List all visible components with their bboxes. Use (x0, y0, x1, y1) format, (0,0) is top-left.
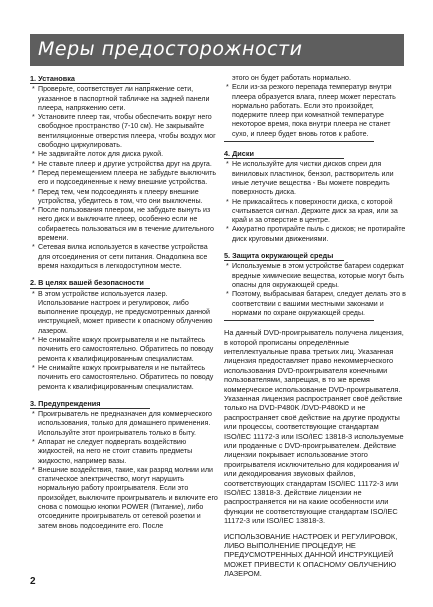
list-item (224, 225, 407, 244)
list-item-text: Проверьте, соответствует ли напряжение сети, указанное в паспортной табличке на задней панели плеера, напряжению сети. (38, 85, 210, 112)
bullet-marker: * (226, 83, 229, 92)
list-item-text: Не снимайте кожух проигрывателя и не пытайтесь починить его самостоятельно. Обратитесь по поводу ремонта к квалифицированным специалистам. (38, 363, 214, 391)
list-item (30, 336, 218, 364)
list-item (30, 206, 218, 243)
list-item-text: Перед тем, чем подсоединять к плееру внешние устройства, убедитесь в том, что они выключены. (38, 187, 203, 205)
list-item-text: Поэтому, выбрасывая батареи, следует делать это в соответствии с вашими местными законами и нормами по охране окружающей среды. (232, 290, 406, 317)
list-item-text: Сетевая вилка используется в качестве устройства для отсоединения от сети питания. Онадолжна все время находиться в легкодоступном месте. (38, 243, 208, 270)
paragraph: этого он будет работать нормально. (232, 74, 351, 82)
list-item (30, 150, 218, 159)
list-item (30, 438, 218, 466)
bullet-marker: * (32, 206, 35, 215)
bullet-marker: * (32, 336, 35, 345)
bullet-marker: * (32, 159, 35, 168)
license-paragraph: На данный DVD-проигрыватель получена лицензия, в которой прописаны определённые интеллектуальные права третьих лиц. Указанная лицензия предоставляет право некоммерческого использования DVD-проигрывателя конечными пользователями, запрещая, в то же время коммерческое использование DVD-проигрывателя. Указанная лицензия распространяет своё действие только на DVD-P480K /DVD-P480KD и не распространяет своё действие на другие продукты или процессы, соответствующие стандартам ISO/IEC 11172-3 или ISO/IEC 13818-3 используемые или проданные с DVD-проигрывателем. Действие лицензии покрывает использование этого проигрывателя исключительно для кодирования и/или декодирования звуковых файлов, соответствующих стандартам ISO/IEC 11172-3 или ISO/IEC 13818-3. Действие лицензии не распространяется ни на какие особенности или функции не соответствующие стандартам ISO/IEC 11172-3 или ISO/IEC 13818-3. (224, 328, 404, 526)
list-item (224, 83, 407, 139)
bullet-marker: * (226, 262, 229, 271)
list-item (30, 290, 218, 336)
list-item-text: Если из-за резкого перепада температур внутри плеера образуется влага, плеер может перестать нормально работать. Если это произойдет, подержите плеер при комнатной температуре некоторое время, пока внутри плеера не станет сухо, и плеер будет вновь готов к работе. (232, 83, 396, 138)
bullet-marker: * (32, 113, 35, 122)
list-item-text: Внешние воздействия, такие, как разряд молнии или статическое электричество, могут нарушить нормальную работу проигрывателя. Если это произойдет, выключите проигрыватель и включите его снова с помощью кнопки POWER (Питание), либо отсоедините проигрыватель от сетевой розетки и затем вновь подсоедините его. После (38, 465, 218, 530)
bullet-marker: * (32, 150, 35, 159)
list-item-text: Не задвигайте лоток для диска рукой. (38, 150, 164, 159)
bullet-marker: * (32, 187, 35, 196)
list-item-text: Аккуратно протирайте пыль с дисков; не протирайте диск круговыми движениями. (232, 225, 406, 243)
list-item-text: Перед перемещением плеера не забудьте выключить его и подсоединенные к нему внешние устройства. (38, 168, 217, 187)
section-environment (224, 251, 407, 321)
list-item (30, 364, 218, 392)
section-discs (224, 149, 407, 244)
list-item (224, 198, 407, 226)
list-item-text: Установите плеер так, чтобы обеспечить вокруг него свободное пространство (7-10 см). Не закрывайте вентиляционные отверстия плеера, чтобы воздух мог свободно циркулировать. (38, 113, 216, 150)
bullet-marker: * (226, 197, 229, 206)
list-item-text: Не ставьте плеер и другие устройства друг на друга. (38, 159, 212, 168)
section-title: 3. Предупреждения (30, 399, 150, 409)
page-header-bar (30, 34, 404, 66)
section-title: 5. Защита окружающей среды (224, 251, 344, 261)
bullet-marker: * (32, 437, 35, 446)
bullet-marker: * (32, 363, 35, 372)
divider (224, 141, 374, 142)
bullet-marker: * (226, 160, 229, 169)
list-item-text: Не снимайте кожух проигрывателя и не пытайтесь починить его самостоятельно. Обратитесь по поводу ремонта к квалифицированным специалистам. (38, 336, 214, 363)
list-item (224, 262, 407, 290)
list-item (30, 410, 218, 438)
list-item (224, 290, 407, 318)
right-column (224, 74, 407, 579)
list-item (30, 188, 218, 207)
list-item-text: Аппарат не следует подвергать воздействию жидкостей, на него не стоит ставить предметы жидкостю, например вазы. (38, 437, 193, 465)
list-item (30, 160, 218, 169)
section-title: 2. В целях вашей безопасности (30, 278, 150, 288)
bullet-marker: * (32, 465, 35, 474)
bullet-marker: * (32, 168, 35, 177)
left-column (30, 74, 218, 538)
bullet-marker: * (32, 289, 35, 298)
list-item-text: В этом устройстве используется лазер. Использование настроек и регулировок, либо выполнение процедур, не предусмотренных данной инструкцией, может привести к опасному облучению лазером. (38, 289, 213, 335)
list-item (224, 160, 407, 197)
bullet-marker: * (32, 243, 35, 252)
section-title: 1. Установка (30, 74, 150, 84)
list-item-text: Используемые в этом устройстве батареи содержат вредные химические вещества, которые могут быть опасны для окружающей среды. (232, 262, 405, 289)
list-item (30, 243, 218, 271)
list-item-text: Проигрыватель не предназначен для коммерческого использования, только для домашнего применения. Используйте этот проигрыватель только в быту. (38, 410, 212, 437)
list-item-text: После пользования плеером, не забудьте вынуть из него диск и выключите плеер, особенно если не собираетесь пользоваться им в течение длительного времени. (38, 206, 214, 243)
list-item-text: Не прикасайтесь к поверхности диска, с которой считывается сигнал. Держите диск за края, или за край и за отверстие в центре. (232, 197, 398, 225)
section-title: 4. Диски (224, 149, 344, 159)
list-item (30, 113, 218, 150)
divider (224, 320, 374, 321)
list-item (224, 74, 407, 83)
list-item (30, 169, 218, 188)
section-warnings (30, 399, 218, 531)
section-safety (30, 278, 218, 392)
bullet-marker: * (226, 225, 229, 234)
bullet-marker: * (226, 290, 229, 299)
section-warnings-continued (224, 74, 407, 142)
bullet-marker: * (32, 85, 35, 94)
bullet-marker: * (32, 410, 35, 419)
list-item (30, 466, 218, 531)
laser-warning-caps: ИСПОЛЬЗОВАНИЕ НАСТРОЕК И РЕГУЛИРОВОК, ЛИБО ВЫПОЛНЕНИЕ ПРОЦЕДУР, НЕ ПРЕДУСМОТРЕННЫХ ДАННОЙ ИНСТРУКЦИЕЙ МОЖЕТ ПРИВЕСТИ К ОПАСНОМУ ОБЛУЧЕНИЮ ЛАЗЕРОМ. (224, 531, 398, 579)
list-item-text: Не используйте для чистки дисков спреи для виниловых пластинок, бензол, растворитель или иные летучие вещества - Вы можете повредить поверхность диска. (232, 160, 394, 197)
page-number: 2 (30, 576, 36, 587)
list-item (30, 85, 218, 113)
page-title: Меры предосторожности (38, 38, 303, 60)
section-installation (30, 74, 218, 271)
